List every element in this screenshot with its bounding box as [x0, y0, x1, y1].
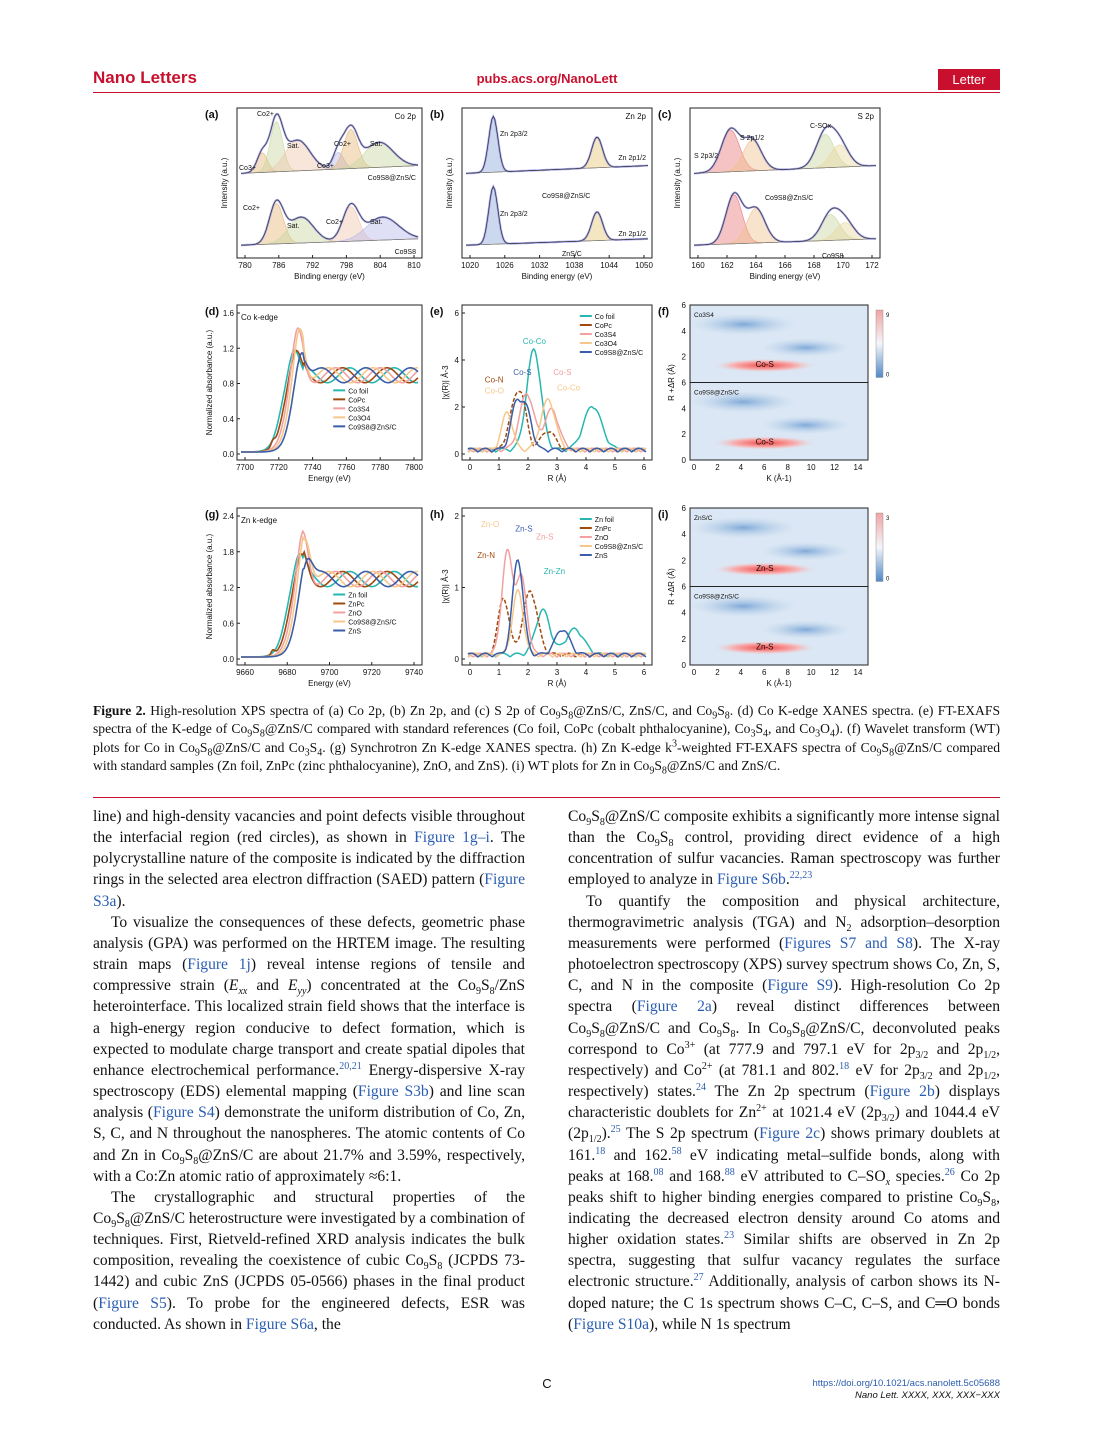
x-tick-label: 1050	[635, 261, 653, 270]
x-tick-label: 14	[853, 463, 863, 472]
bond-label: Zn-O	[481, 519, 500, 529]
y-tick-label: 1	[454, 583, 459, 593]
figure-label: Co3+	[317, 163, 334, 170]
legend-label: Co9S8@ZnS/C	[594, 350, 644, 357]
y-tick-label: 0.8	[222, 379, 234, 389]
series-line	[241, 554, 418, 658]
x-tick-label: 0	[691, 668, 697, 677]
bond-label: Zn-N	[477, 551, 495, 561]
x-tick-label: 160	[691, 261, 705, 270]
scale-label: 9	[886, 313, 890, 319]
legend-label: Co9S8@ZnS/C	[594, 544, 644, 551]
legend-label: ZnO	[594, 535, 609, 542]
x-tick-label: 810	[407, 261, 421, 270]
panel-title: Zn 2p	[625, 112, 646, 121]
figure-label: Sat.	[287, 223, 300, 230]
x-axis-label: Energy (eV)	[308, 679, 351, 688]
paragraph: To quantify the composition and physical architecture, thermogravimetric analysis (TGA) and $N_2$ adsorption–desorption measurements were performed (Figures S7 and S8). The X-ray photoelectron spectroscopy (XPS) survey spectrum shows Co, Zn, S, C, and N in the composite (Figure S9). High-resolution Co 2p spectra (Figure 2a) reveal distinct differences between $Co_9S_8@ZnS/C$ and $Co_9S_8$. In $Co_9S_8@ZnS/C$, deconvoluted peaks correspond to $Co^{3+}$ (at 777.9 and 797.1 eV for $2p_{3/2}$ and $2p_{1/2}$, respectively) and $Co^{2+}$ (at 781.1 and 802.18 eV for $2p_{3/2}$ and $2p_{1/2}$, respectively) states.$^{24}$ The Zn 2p spectrum (Figure 2b) displays characteristic doublets for $Zn^{2+}$ at 1021.4 eV $(2p_{3/2})$ and 1044.4 eV $(2p_{1/2}).^{25}$ The S 2p spectrum (Figure 2c) shows primary doublets at 161.18 and 162.58 eV indicating metal–sulfide bonds, along with peaks at 168.08 and 168.88 eV attributed to $C-SO_x$ species.$^{26}$ Co 2p peaks shift to higher binding energies compared to pristine $Co_9S_8$, indicating the decreased electron density around Co atoms and higher oxidation states.$^{23}$ Similar shifts are observed in Zn 2p spectra, suggesting that sulfur vacancy regulates the surface electronic structure.$^{27}$ Additionally, analysis of carbon shows its N-doped nature; the C 1s spectrum shows C–C, C–S, and C═O bonds (Figure S10a), while N 1s spectrum	[568, 892, 1001, 1333]
panel-letter: (g)	[205, 509, 220, 521]
x-tick-label: 7760	[337, 463, 356, 472]
figure-label: Zn 2p3/2	[500, 131, 528, 138]
legend-label: ZnO	[348, 610, 362, 618]
x-tick-label: 9700	[320, 668, 339, 677]
sample-label: Co9S8@ZnS/C	[542, 193, 591, 200]
y-axis-label: Intensity (a.u.)	[220, 157, 229, 209]
legend-label: ZnS	[348, 628, 362, 636]
x-tick-label: 1020	[461, 261, 479, 270]
x-tick-label: 9720	[362, 668, 381, 677]
x-tick-label: 162	[720, 261, 734, 270]
x-tick-label: 10	[806, 668, 816, 677]
citation-line: Nano Lett. XXXX, XXX, XXX−XXX	[855, 1390, 1000, 1401]
legend-label: ZnPc	[594, 526, 612, 533]
bond-label: Co-S	[513, 367, 532, 377]
series-line	[468, 399, 646, 452]
series-line	[241, 531, 418, 657]
x-tick-label: 1032	[530, 261, 549, 270]
fit-peak	[466, 116, 648, 173]
y-tick-label: 0.0	[222, 450, 234, 459]
legend-label: CoPc	[348, 397, 366, 405]
legend-label: Zn foil	[594, 517, 614, 524]
figure-label: Co2+	[334, 141, 351, 148]
legend-label: Co3O4	[348, 415, 371, 423]
x-axis-label: R (Å)	[547, 474, 567, 483]
x-tick-label: 7720	[269, 463, 288, 472]
figure-label: Sat.	[287, 143, 300, 150]
x-tick-label: 1026	[495, 261, 514, 270]
figure-label: Co2+	[257, 111, 274, 118]
caption-divider	[93, 797, 1000, 798]
x-tick-label: 8	[785, 668, 790, 677]
y-tick-label: 6	[681, 301, 686, 310]
figure-2-graphic	[200, 100, 890, 690]
panel-letter: (d)	[205, 306, 220, 318]
x-tick-label: 780	[238, 261, 252, 270]
x-tick-label: 164	[749, 261, 763, 270]
scale-label: 0	[886, 576, 890, 583]
x-axis-label: R (Å)	[547, 679, 567, 688]
bond-label: Zn-S	[756, 563, 774, 573]
x-axis-label: Binding energy (eV)	[294, 272, 365, 281]
x-tick-label: 12	[830, 668, 840, 677]
panel-frame	[462, 508, 652, 665]
x-tick-label: 170	[836, 261, 850, 270]
sample-label: Co9S8@ZnS/C	[367, 175, 416, 182]
x-axis-label: K (Å-1)	[766, 474, 792, 483]
x-tick-label: 6	[762, 668, 767, 677]
x-tick-label: 0	[691, 463, 697, 472]
paragraph: line) and high-density vacancies and point defects visible throughout the interfacial region (red circles), as shown in Figure 1g–i. The polycrystalline nature of the composite is indicated by the diffraction rings in the selected area electron diffraction (SAED) pattern (Figure S3a).	[93, 808, 526, 910]
x-axis-label: K (Å-1)	[766, 679, 792, 688]
legend-label: Co foil	[348, 388, 369, 396]
y-tick-label: 6	[681, 582, 686, 592]
legend-label: Co9S8@ZnS/C	[348, 424, 397, 432]
x-tick-label: 168	[807, 261, 821, 270]
color-scale	[876, 513, 883, 582]
x-tick-label: 4	[583, 463, 589, 472]
caption-text: High-resolution XPS spectra of (a) Co 2p, (b) Zn 2p, and (c) S 2p of $Co_9S_8@ZnS/C$, ZnS/C, and $Co_9S_8$. (d) Co K-edge XANES spectra. (e) FT-EXAFS spectra of the K-edge of $Co_9S_8@ZnS/C$ compared with standard references (Co foil, CoPc (cobalt phthalocyanine), $Co_3S_4$, and $Co_3O_4$). (f) Wavelet transform (WT) plots for Co in $Co_9S_8@ZnS/C$ and $Co_3S_4$. (g) Synchrotron Zn K-edge XANES spectra. (h) Zn K-edge $k^3$-weighted FT-EXAFS spectra of $Co_9S_8@ZnS/C$ compared with standard samples (Zn foil, ZnPc (zinc phthalocyanine), ZnO, and ZnS). (i) WT plots for Zn in $Co_9S_8@ZnS/C$ and ZnS/C.	[93, 703, 1001, 777]
figure-label: Zn 2p1/2	[618, 155, 646, 162]
y-axis-label: Intensity (a.u.)	[673, 157, 682, 209]
series-line	[241, 328, 418, 452]
y-tick-label: 2	[681, 430, 686, 440]
x-tick-label: 6	[641, 668, 647, 677]
paragraph: The crystallographic and structural properties of the $Co_9S_8@ZnS/C$ heterostructure were investigated by a combination of techniques. First, Rietveld-refined XRD analysis indicates the bulk composition, revealing the coexistence of cubic $Co_9S_8$ (JCPDS 73-1442) and cubic ZnS (JCPDS 05-0566) phases in the final product (Figure S5). To probe for the engineered defects, ESR was conducted. As shown in Figure S6a, the	[93, 1188, 525, 1333]
panel-letter: (a)	[205, 109, 219, 121]
series-line	[241, 537, 418, 657]
series-line	[241, 329, 418, 452]
y-tick-label: 1.2	[222, 583, 234, 593]
page-number: C	[542, 1376, 552, 1391]
series-line	[241, 552, 418, 657]
y-tick-label: 2	[681, 352, 686, 362]
x-tick-label: 6	[762, 463, 767, 472]
x-tick-label: 2	[715, 668, 720, 677]
sample-label: Co9S8@ZnS/C	[694, 389, 739, 397]
x-tick-label: 5	[612, 668, 618, 677]
y-axis-label: Normalized absorbance (a.u.)	[205, 329, 214, 436]
legend-label: Co foil	[594, 314, 615, 321]
panel-title: Zn k-edge	[241, 516, 278, 525]
y-axis-label: |χ(R)| Å-3	[441, 569, 450, 604]
x-axis-label: Energy (eV)	[308, 474, 351, 483]
y-tick-label: 0	[681, 661, 686, 670]
x-tick-label: 12	[830, 463, 840, 472]
y-tick-label: 0	[681, 456, 686, 465]
wt-contour	[761, 542, 850, 561]
x-tick-label: 786	[272, 261, 286, 270]
figure-label: S 2p3/2	[694, 153, 719, 160]
right-column	[568, 806, 1000, 1335]
x-tick-label: 1038	[565, 261, 584, 270]
y-tick-label: 0	[454, 655, 459, 664]
bond-label: Zn-S	[536, 532, 554, 542]
journal-name: Nano Letters	[93, 68, 197, 87]
panel-letter: (i)	[658, 509, 669, 521]
y-tick-label: 2	[454, 512, 459, 521]
series-line	[241, 351, 418, 453]
x-tick-label: 0	[467, 668, 473, 677]
x-tick-label: 4	[738, 668, 744, 677]
panel-title: Co k-edge	[241, 313, 278, 322]
y-tick-label: 2	[681, 556, 686, 566]
footer-citation	[813, 1378, 1001, 1402]
x-tick-label: 9740	[405, 668, 423, 677]
series-line	[468, 349, 646, 452]
y-tick-label: 0.4	[222, 414, 234, 424]
x-tick-label: 1	[496, 668, 502, 677]
left-column	[93, 806, 525, 1335]
y-tick-label: 0	[454, 450, 459, 459]
x-tick-label: 4	[583, 668, 589, 677]
figure-caption	[93, 702, 1000, 776]
y-tick-label: 4	[454, 356, 459, 365]
x-axis-label: Binding energy (eV)	[521, 272, 593, 281]
panel-letter: (e)	[430, 306, 444, 318]
figure-label: Sat.	[370, 219, 383, 226]
panel-title: S 2p	[857, 112, 874, 121]
legend-label: ZnPc	[348, 601, 365, 609]
y-tick-label: 4	[681, 326, 686, 336]
bond-label: Zn-Zn	[543, 566, 566, 576]
legend-label: Co9S8@ZnS/C	[348, 619, 397, 627]
y-axis-label: R +ΔR (Å)	[667, 364, 676, 401]
figure-label: C-SOx	[810, 123, 831, 130]
x-tick-label: 2	[525, 463, 531, 472]
y-tick-label: 6	[454, 309, 459, 318]
bond-label: Co-Co	[557, 383, 581, 393]
sample-label: Co9S8	[394, 249, 416, 256]
x-tick-label: 3	[554, 463, 560, 472]
y-tick-label: 4	[681, 404, 686, 414]
sample-label: ZnS/C	[562, 251, 582, 258]
x-tick-label: 172	[865, 261, 879, 270]
x-tick-label: 804	[373, 261, 387, 270]
x-tick-label: 7700	[236, 463, 254, 472]
sample-label: Co9S8@ZnS/C	[694, 593, 739, 601]
journal-url[interactable]: pubs.acs.org/NanoLett	[476, 71, 618, 86]
header-divider	[93, 92, 1000, 93]
panel-letter: (h)	[430, 509, 445, 521]
x-tick-label: 1	[496, 463, 502, 472]
scale-label: 0	[886, 372, 890, 379]
y-tick-label: 2	[454, 403, 459, 412]
panel-letter: (c)	[658, 109, 672, 121]
bond-label: Co-S	[755, 360, 774, 369]
x-tick-label: 8	[785, 463, 790, 472]
wt-contour	[761, 338, 850, 357]
x-tick-label: 7740	[303, 463, 322, 472]
article-type-badge: Letter	[938, 69, 1000, 90]
x-tick-label: 10	[806, 463, 816, 472]
y-tick-label: 0.0	[222, 655, 234, 664]
legend-label: Co3S4	[348, 406, 370, 414]
x-tick-label: 166	[778, 261, 792, 270]
y-axis-label: Normalized absorbance (a.u.)	[205, 533, 214, 640]
bond-label: Co-O	[484, 386, 504, 396]
y-axis-label: |χ(R)| Å-3	[441, 365, 450, 400]
legend-label: CoPc	[594, 323, 612, 330]
x-tick-label: 3	[554, 668, 560, 677]
y-axis-label: R +ΔR (Å)	[667, 568, 676, 605]
series-line	[241, 350, 418, 452]
figure-label: Zn 2p3/2	[500, 211, 528, 218]
legend-label: ZnS	[594, 553, 608, 560]
y-tick-label: 2	[681, 634, 686, 644]
figure-label: Zn 2p1/2	[618, 231, 646, 238]
x-tick-label: 2	[715, 463, 720, 472]
x-tick-label: 7800	[405, 463, 423, 472]
figure-label: Co3+	[239, 165, 256, 172]
legend-label: Zn foil	[348, 592, 368, 600]
series-line	[468, 394, 646, 452]
sample-label: Co9S8@ZnS/C	[765, 195, 814, 202]
bond-label: Co-S	[755, 437, 774, 447]
x-tick-label: 792	[305, 261, 320, 270]
x-tick-label: 9660	[236, 668, 254, 677]
y-tick-label: 1.6	[222, 309, 234, 318]
x-tick-label: 1044	[600, 261, 619, 270]
y-tick-label: 0.6	[222, 619, 234, 629]
sample-label: Co9S8	[822, 253, 844, 260]
bond-label: Zn-S	[756, 642, 774, 652]
y-tick-label: 2.4	[222, 512, 234, 521]
y-axis-label: Intensity (a.u.)	[445, 157, 454, 209]
bond-label: Co-S	[553, 367, 572, 377]
panel-letter: (b)	[430, 109, 445, 121]
y-tick-label: 6	[681, 378, 686, 388]
bond-label: Co-Co	[522, 336, 546, 346]
x-tick-label: 5	[612, 463, 618, 472]
bond-label: Zn-S	[515, 524, 533, 534]
doi-link[interactable]: https://doi.org/10.1021/acs.nanolett.5c05688	[812, 1378, 1000, 1389]
panel-title: Co 2p	[394, 112, 416, 121]
caption-label: Figure 2.	[93, 703, 146, 718]
figure-label: Co2+	[243, 205, 260, 212]
y-tick-label: 1.8	[222, 547, 234, 557]
legend-label: Co3O4	[594, 341, 617, 348]
legend-label: Co3S4	[594, 332, 617, 339]
y-tick-label: 4	[681, 530, 686, 540]
figure-label: Co2+	[326, 219, 343, 226]
x-tick-label: 6	[641, 463, 647, 472]
paragraph: To visualize the consequences of these defects, geometric phase analysis (GPA) was performed on the HRTEM image. The resulting strain maps (Figure 1j) reveal intense regions of tensile and compressive strain ($E_{xx}$ and $E_{yy}$) concentrated at the $Co_9S_8$/ZnS heterointerface. This localized strain field shows that the interface is a high-energy region conducive to defect formation, which is expected to modulate charge transport and create spatial dipoles that enhance electrochemical performance.$^{20,21}$ Energy-dispersive X-ray spectroscopy (EDS) elemental mapping (Figure S3b) and line scan analysis (Figure S4) demonstrate the uniform distribution of Co, Zn, S, C, and N throughout the nanospheres. The atomic contents of Co and Zn in $Co_9S_8@ZnS/C$ are about 21.7% and 3.59%, respectively, with a Co:Zn atomic ratio of approximately ≈6:1.	[93, 913, 525, 1185]
panel-letter: (f)	[658, 306, 669, 318]
bond-label: Co-N	[484, 375, 504, 385]
wt-contour	[761, 620, 850, 639]
y-tick-label: 4	[681, 608, 686, 618]
x-tick-label: 14	[853, 668, 863, 677]
figure-2	[200, 100, 890, 690]
y-tick-label: 1.2	[222, 344, 234, 354]
x-axis-label: Binding energy (eV)	[749, 272, 821, 281]
figure-label: Sat.	[370, 141, 383, 148]
x-tick-label: 7780	[371, 463, 390, 472]
sample-label: Co3S4	[694, 312, 714, 319]
x-tick-label: 798	[339, 261, 354, 270]
color-scale	[876, 310, 883, 378]
scale-label: 3	[886, 516, 890, 522]
x-tick-label: 4	[738, 463, 744, 472]
x-tick-label: 2	[525, 668, 531, 677]
x-tick-label: 9680	[278, 668, 297, 677]
wt-contour	[761, 416, 850, 435]
figure-label: S 2p1/2	[740, 135, 765, 142]
paragraph: $Co_9S_8@ZnS/C$ composite exhibits a significantly more intense signal than the $Co_9S_8$ control, providing direct evidence of a high concentration of sulfur vacancies. Raman spectroscopy was further employed to analyze in Figure S6b.$^{22,23}$	[568, 808, 1000, 889]
sample-label: ZnS/C	[694, 515, 713, 522]
y-tick-label: 6	[681, 504, 686, 513]
x-tick-label: 0	[467, 463, 473, 472]
